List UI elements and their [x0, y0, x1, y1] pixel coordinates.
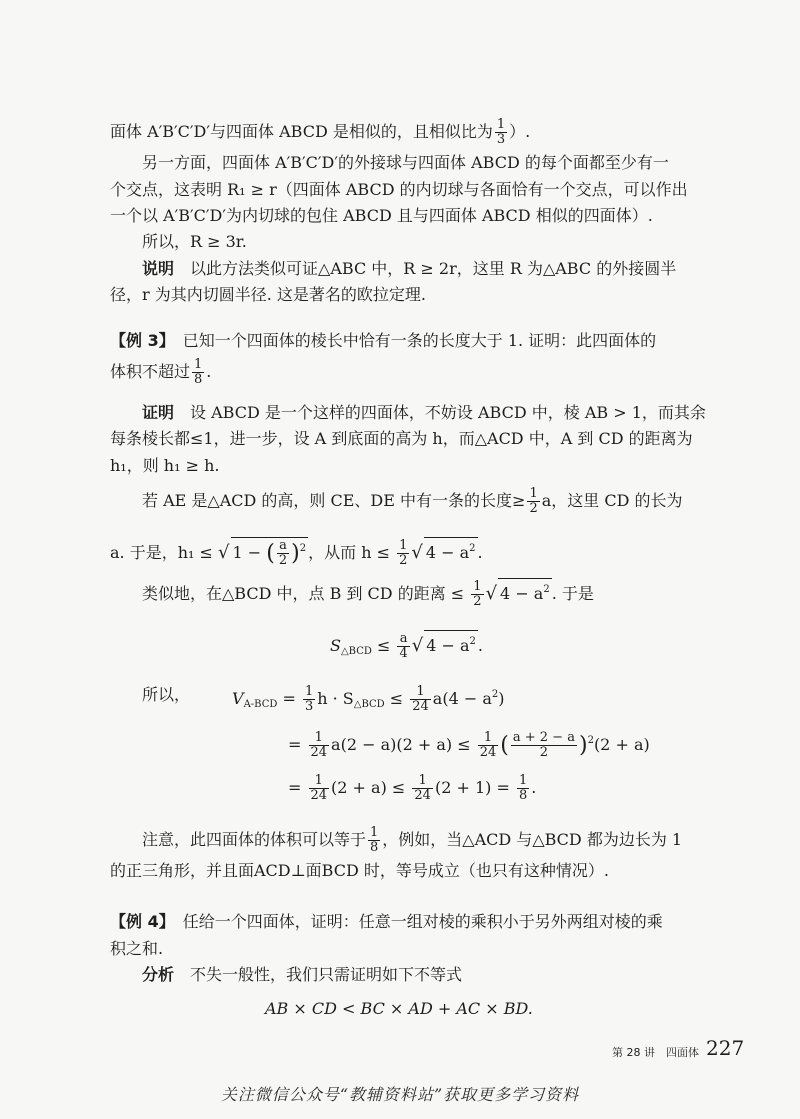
- volume-equation-2: = $\frac{1}{24}$ a(2 − a)(2 + a) ≤ $\frac{1}{24}$ ( $\frac{a + 2 - a}{2}$ )$^2$(2 + a): [288, 730, 650, 760]
- text-line: 另一方面，四面体 A′B′C′D′的外接球与四面体 ABCD 的每个面都至少有一: [142, 153, 669, 172]
- text-line: 若 AE 是△ACD 的高，则 CE、DE 中有一条的长度≥ $\frac{1}{2}$ a，这里 CD 的长为: [142, 486, 683, 516]
- volume-equation-1: $V_{A-BCD}$ = $\frac{1}{3}$ $h \cdot S_{\triangle BCD}$ ≤ $\frac{1}{24}$ $a(4 - a^2)$: [232, 684, 505, 714]
- inequality-equation: AB × CD < BC × AD + AC × BD.: [265, 999, 533, 1018]
- example-3-heading: 【例 3】 已知一个四面体的棱长中恰有一条的长度大于 1. 证明：此四面体的: [110, 331, 657, 350]
- text-line: 径，r 为其内切圆半径. 这是著名的欧拉定理.: [110, 285, 426, 304]
- text-line: 积之和.: [110, 939, 164, 958]
- text-line: 面体 A′B′C′D′与四面体 ABCD 是相似的，且相似比为 $\frac{1}{3}$ ）.: [110, 117, 531, 147]
- text-line: 注意，此四面体的体积可以等于 $\frac{1}{8}$ ，例如，当△ACD 与△BCD 都为边长为 1: [142, 825, 683, 855]
- text-line: 证明 设 ABCD 是一个这样的四面体，不妨设 ABCD 中，棱 AB > 1，而其余: [142, 403, 706, 422]
- page-number: 227: [706, 1036, 745, 1060]
- text-line: 一个以 A′B′C′D′为内切球的包住 ABCD 且与四面体 ABCD 相似的四面体）.: [110, 206, 653, 225]
- text-line: h₁，则 h₁ ≥ h.: [110, 456, 220, 475]
- equation-area: $S_{\triangle BCD}$ ≤ $\frac{a}{4}$ √ $4 - a^2$ .: [330, 631, 483, 661]
- text-line: 所以，R ≥ 3r.: [142, 232, 247, 251]
- volume-equation-3: = $\frac{1}{24}$ (2 + a) ≤ $\frac{1}{24}$ (2 + 1) = $\frac{1}{8}$ .: [288, 773, 537, 803]
- text-line: 类似地，在△BCD 中，点 B 到 CD 的距离 ≤ $\frac{1}{2}$ √ $4 - a^2$ . 于是: [142, 579, 594, 609]
- text-line: 个交点，这表明 R₁ ≥ r（四面体 ABCD 的内切球与各面恰有一个交点，可以作出: [110, 180, 688, 199]
- text-line: 的正三角形，并且面ACD⊥面BCD 时，等号成立（也只有这种情况）.: [110, 861, 609, 880]
- watermark-text: 关注微信公众号“教辅资料站”获取更多学习资料: [220, 1085, 580, 1104]
- chapter-label: 第 28 讲 四面体: [612, 1046, 699, 1059]
- text-line: 说明 以此方法类似可证△ABC 中，R ≥ 2r，这里 R 为△ABC 的外接圆半: [142, 259, 677, 278]
- example-4-heading: 【例 4】 任给一个四面体，证明：任意一组对棱的乘积小于另外两组对棱的乘: [110, 912, 663, 931]
- text-line: 所以，: [142, 685, 191, 704]
- text-line: 分析 不失一般性，我们只需证明如下不等式: [142, 965, 463, 984]
- text-line: a. 于是，h₁ ≤ √ 1 − ( $\frac{a}{2}$ )$^2$ ，从而 h ≤ $\frac{1}{2}$ √ $4 - a^2$ .: [110, 538, 483, 568]
- text-line: 每条棱长都≤1，进一步，设 A 到底面的高为 h，而△ACD 中，A 到 CD 的距离为: [110, 429, 693, 448]
- text-line: 体积不超过 $\frac{1}{8}$ .: [110, 357, 212, 387]
